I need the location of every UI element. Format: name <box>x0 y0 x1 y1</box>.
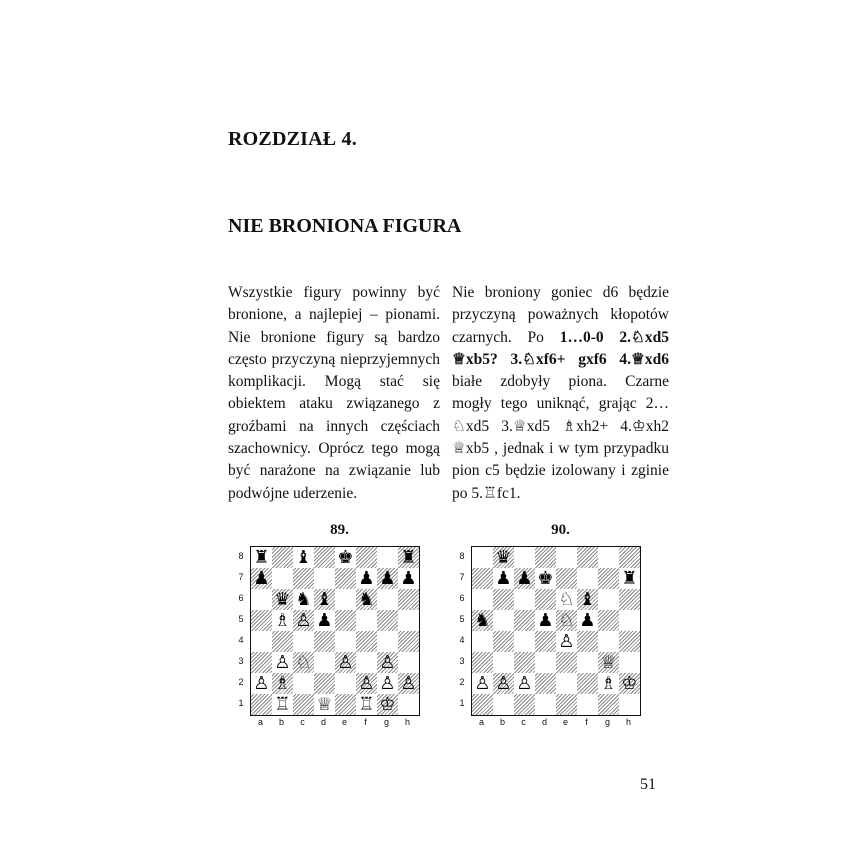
square-a3 <box>472 652 493 673</box>
square-d3 <box>314 652 335 673</box>
file-label: d <box>320 717 326 727</box>
square-g4 <box>377 631 398 652</box>
square-f8 <box>577 547 598 568</box>
page-number: 51 <box>640 776 656 793</box>
chess-piece: ♖ <box>274 694 291 715</box>
square-d5 <box>535 610 556 631</box>
square-f4 <box>577 631 598 652</box>
square-c5 <box>514 610 535 631</box>
square-a4 <box>472 631 493 652</box>
square-a7 <box>472 568 493 589</box>
text-column-left: Wszystkie figury powinny być bronione, a najlepiej – pionami. Nie bronione figury są bardzo często przyczyną nieprzyjemnych komplikacji. Mogą stać się obiektem ataku związanego z groźbami na innych częściach szachownicy. Oprócz tego mogą być narażone na związanie lub podwójne uderzenie. <box>228 284 440 502</box>
rank-label: 6 <box>459 593 465 603</box>
square-c6 <box>293 589 314 610</box>
square-h1 <box>398 694 419 715</box>
square-a2 <box>472 673 493 694</box>
chess-piece: ♟ <box>516 568 533 589</box>
chess-piece: ♟ <box>579 610 596 631</box>
rank-label: 1 <box>238 698 244 708</box>
text-segment: białe zdobyły piona. Czarne mogły tego uniknąć, grając 2… ♘xd5 3.♕xd5 ♗xh2+ 4.♔xh2 ♕xb5 , jednak i w tym przypadku pion c5 będzie izolowany i zginie po 5.♖fc1. <box>452 373 669 502</box>
chessboard <box>250 546 420 716</box>
square-e7 <box>335 568 356 589</box>
rank-label: 6 <box>238 593 244 603</box>
square-h6 <box>619 589 640 610</box>
square-c8 <box>293 547 314 568</box>
square-e5 <box>556 610 577 631</box>
square-g6 <box>598 589 619 610</box>
chapter-title: ROZDZIAŁ 4. <box>228 128 357 150</box>
square-h2 <box>398 673 419 694</box>
square-d6 <box>535 589 556 610</box>
square-g5 <box>377 610 398 631</box>
square-f1 <box>577 694 598 715</box>
square-e3 <box>335 652 356 673</box>
square-g1 <box>377 694 398 715</box>
square-h7 <box>398 568 419 589</box>
square-b3 <box>272 652 293 673</box>
file-labels <box>471 717 639 727</box>
file-label: h <box>404 717 410 727</box>
square-c2 <box>514 673 535 694</box>
file-label: g <box>604 717 610 727</box>
square-a8 <box>251 547 272 568</box>
square-f8 <box>356 547 377 568</box>
text-column-right <box>452 282 669 505</box>
square-g8 <box>598 547 619 568</box>
square-b5 <box>493 610 514 631</box>
file-label: f <box>364 717 367 727</box>
square-e5 <box>335 610 356 631</box>
file-label: e <box>341 717 347 727</box>
square-f7 <box>356 568 377 589</box>
square-h5 <box>619 610 640 631</box>
chessboard <box>471 546 641 716</box>
square-f5 <box>356 610 377 631</box>
square-c1 <box>293 694 314 715</box>
square-d7 <box>314 568 335 589</box>
square-d4 <box>535 631 556 652</box>
square-g2 <box>598 673 619 694</box>
file-label: b <box>499 717 505 727</box>
square-b6 <box>272 589 293 610</box>
file-label: g <box>383 717 389 727</box>
chess-piece: ♞ <box>358 589 375 610</box>
square-b1 <box>493 694 514 715</box>
rank-label: 7 <box>459 572 465 582</box>
square-b4 <box>493 631 514 652</box>
square-g1 <box>598 694 619 715</box>
chess-piece: ♔ <box>621 673 638 694</box>
rank-label: 1 <box>459 698 465 708</box>
chess-piece: ♘ <box>295 652 312 673</box>
section-title: NIE BRONIONA FIGURA <box>228 215 462 237</box>
square-f6 <box>356 589 377 610</box>
chess-piece: ♙ <box>274 652 291 673</box>
square-c4 <box>293 631 314 652</box>
file-label: c <box>521 717 526 727</box>
rank-label: 5 <box>459 614 465 624</box>
chess-piece: ♝ <box>295 547 312 568</box>
square-b5 <box>272 610 293 631</box>
file-label: b <box>278 717 284 727</box>
square-e7 <box>556 568 577 589</box>
square-e8 <box>335 547 356 568</box>
file-label: f <box>585 717 588 727</box>
file-label: d <box>541 717 547 727</box>
square-f4 <box>356 631 377 652</box>
square-h4 <box>398 631 419 652</box>
square-a5 <box>472 610 493 631</box>
chess-piece: ♘ <box>558 589 575 610</box>
square-b8 <box>493 547 514 568</box>
square-h6 <box>398 589 419 610</box>
chess-piece: ♞ <box>295 589 312 610</box>
chess-piece: ♟ <box>400 568 417 589</box>
chess-piece: ♛ <box>274 589 291 610</box>
square-g4 <box>598 631 619 652</box>
square-c3 <box>514 652 535 673</box>
file-label: h <box>625 717 631 727</box>
chess-piece: ♜ <box>621 568 638 589</box>
chess-piece: ♜ <box>400 547 417 568</box>
chess-piece: ♙ <box>558 631 575 652</box>
square-d8 <box>535 547 556 568</box>
square-g5 <box>598 610 619 631</box>
chess-piece: ♙ <box>400 673 417 694</box>
chess-piece: ♝ <box>316 589 333 610</box>
chess-piece: ♕ <box>600 652 617 673</box>
square-e4 <box>556 631 577 652</box>
chess-piece: ♟ <box>316 610 333 631</box>
diagram-number: 90. <box>551 522 570 538</box>
square-d7 <box>535 568 556 589</box>
rank-label: 8 <box>238 551 244 561</box>
square-d2 <box>535 673 556 694</box>
rank-label: 3 <box>238 656 244 666</box>
chess-piece: ♗ <box>274 673 291 694</box>
square-c5 <box>293 610 314 631</box>
square-a1 <box>251 694 272 715</box>
square-g8 <box>377 547 398 568</box>
square-c3 <box>293 652 314 673</box>
rank-label: 2 <box>238 677 244 687</box>
square-a5 <box>251 610 272 631</box>
file-label: a <box>257 717 263 727</box>
square-e2 <box>335 673 356 694</box>
diagram-number: 89. <box>330 522 349 538</box>
square-e3 <box>556 652 577 673</box>
rank-label: 7 <box>238 572 244 582</box>
rank-label: 3 <box>459 656 465 666</box>
chess-piece: ♙ <box>295 610 312 631</box>
square-h8 <box>398 547 419 568</box>
chess-piece: ♛ <box>495 547 512 568</box>
square-f3 <box>577 652 598 673</box>
square-d2 <box>314 673 335 694</box>
square-b8 <box>272 547 293 568</box>
square-c6 <box>514 589 535 610</box>
square-d1 <box>314 694 335 715</box>
chess-piece: ♙ <box>516 673 533 694</box>
square-h3 <box>619 652 640 673</box>
square-h1 <box>619 694 640 715</box>
chess-piece: ♚ <box>337 547 354 568</box>
file-label: a <box>478 717 484 727</box>
rank-label: 5 <box>238 614 244 624</box>
square-f2 <box>356 673 377 694</box>
square-f1 <box>356 694 377 715</box>
square-f2 <box>577 673 598 694</box>
square-g7 <box>377 568 398 589</box>
square-e6 <box>556 589 577 610</box>
square-d8 <box>314 547 335 568</box>
chess-piece: ♞ <box>474 610 491 631</box>
file-label: c <box>300 717 305 727</box>
square-b3 <box>493 652 514 673</box>
square-b4 <box>272 631 293 652</box>
chess-piece: ♗ <box>600 673 617 694</box>
square-c4 <box>514 631 535 652</box>
square-a4 <box>251 631 272 652</box>
chess-piece: ♙ <box>379 673 396 694</box>
square-c8 <box>514 547 535 568</box>
chess-piece: ♔ <box>379 694 396 715</box>
square-a3 <box>251 652 272 673</box>
square-c7 <box>514 568 535 589</box>
square-a8 <box>472 547 493 568</box>
square-e1 <box>335 694 356 715</box>
square-h5 <box>398 610 419 631</box>
chess-piece: ♙ <box>253 673 270 694</box>
chess-piece: ♟ <box>358 568 375 589</box>
square-d6 <box>314 589 335 610</box>
square-f6 <box>577 589 598 610</box>
square-b7 <box>272 568 293 589</box>
square-e2 <box>556 673 577 694</box>
chess-piece: ♙ <box>474 673 491 694</box>
file-label: e <box>562 717 568 727</box>
square-b7 <box>493 568 514 589</box>
chess-piece: ♙ <box>379 652 396 673</box>
square-g2 <box>377 673 398 694</box>
square-b1 <box>272 694 293 715</box>
chess-piece: ♕ <box>316 694 333 715</box>
square-g3 <box>598 652 619 673</box>
chess-piece: ♜ <box>253 547 270 568</box>
chess-piece: ♘ <box>558 610 575 631</box>
chess-piece: ♗ <box>274 610 291 631</box>
text-segment: Nie broniony goniec d6 będzie przyczyną poważnych kłopotów czarnych. Po <box>452 284 669 346</box>
square-d3 <box>535 652 556 673</box>
square-c7 <box>293 568 314 589</box>
square-h3 <box>398 652 419 673</box>
square-h2 <box>619 673 640 694</box>
move-sequence: 1…0-0 2.♘xd5 ♕xb5? 3.♘xf6+ gxf6 4.♕xd6 <box>452 328 669 368</box>
chess-piece: ♟ <box>495 568 512 589</box>
rank-label: 8 <box>459 551 465 561</box>
square-e1 <box>556 694 577 715</box>
chess-piece: ♟ <box>253 568 270 589</box>
file-labels <box>250 717 418 727</box>
square-h8 <box>619 547 640 568</box>
square-d5 <box>314 610 335 631</box>
chess-piece: ♚ <box>537 568 554 589</box>
rank-label: 4 <box>238 635 244 645</box>
square-h4 <box>619 631 640 652</box>
square-g7 <box>598 568 619 589</box>
square-a6 <box>472 589 493 610</box>
square-g6 <box>377 589 398 610</box>
square-d4 <box>314 631 335 652</box>
chess-piece: ♙ <box>495 673 512 694</box>
chess-piece: ♖ <box>358 694 375 715</box>
rank-labels <box>457 546 467 714</box>
chess-piece: ♙ <box>337 652 354 673</box>
square-e8 <box>556 547 577 568</box>
square-d1 <box>535 694 556 715</box>
chess-piece: ♙ <box>358 673 375 694</box>
square-a7 <box>251 568 272 589</box>
square-f3 <box>356 652 377 673</box>
rank-label: 4 <box>459 635 465 645</box>
rank-labels <box>236 546 246 714</box>
rank-label: 2 <box>459 677 465 687</box>
square-g3 <box>377 652 398 673</box>
square-a1 <box>472 694 493 715</box>
square-e4 <box>335 631 356 652</box>
square-b2 <box>493 673 514 694</box>
square-c2 <box>293 673 314 694</box>
square-b2 <box>272 673 293 694</box>
square-b6 <box>493 589 514 610</box>
square-e6 <box>335 589 356 610</box>
square-a2 <box>251 673 272 694</box>
square-h7 <box>619 568 640 589</box>
square-c1 <box>514 694 535 715</box>
chess-piece: ♝ <box>579 589 596 610</box>
square-a6 <box>251 589 272 610</box>
chess-piece: ♟ <box>379 568 396 589</box>
square-f5 <box>577 610 598 631</box>
chess-piece: ♟ <box>537 610 554 631</box>
square-f7 <box>577 568 598 589</box>
